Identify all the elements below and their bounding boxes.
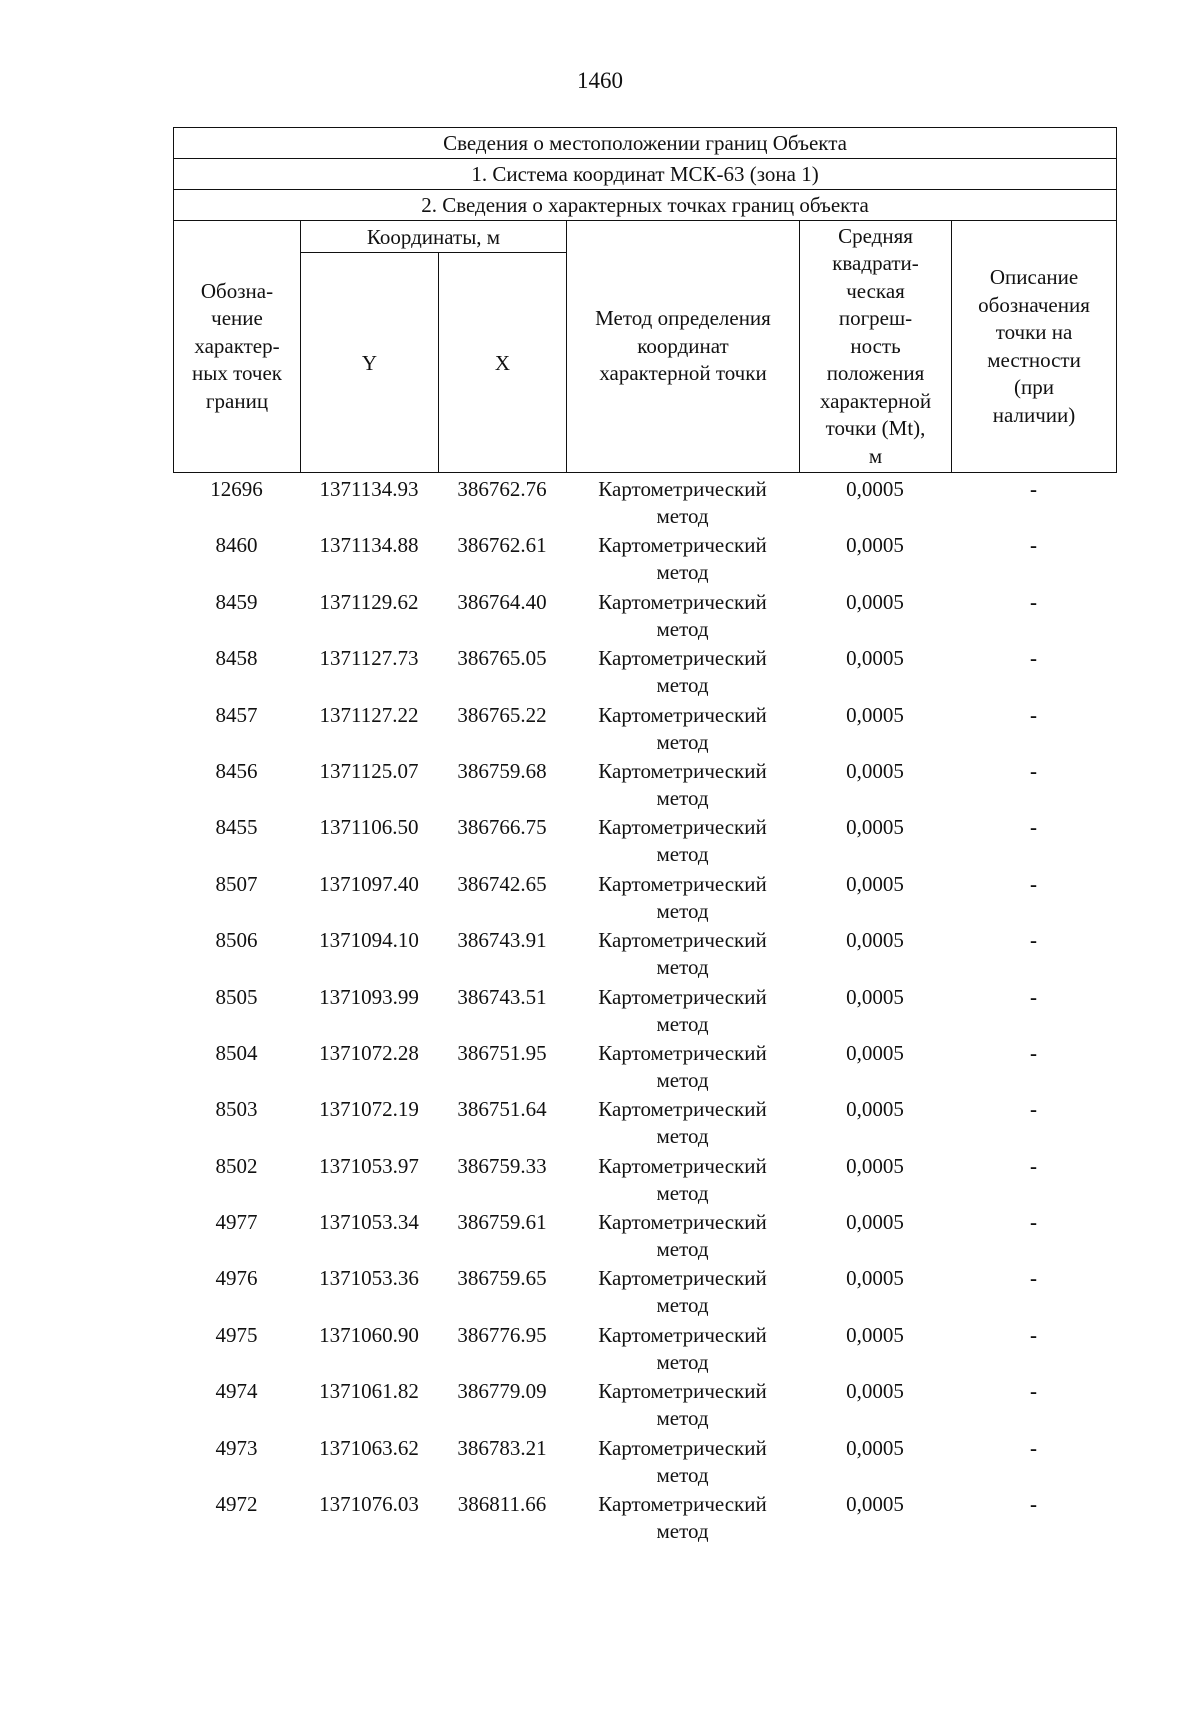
description: - (1030, 1322, 1037, 1347)
coord-y: 1371053.36 (319, 1266, 419, 1291)
point-id: 8458 (215, 646, 258, 671)
point-id: 8455 (215, 815, 258, 840)
coord-x: 386743.91 (457, 928, 547, 953)
table-row (173, 645, 1116, 701)
table-row (173, 1265, 1116, 1321)
mean-error: 0,0005 (846, 533, 904, 558)
description: - (1030, 533, 1037, 558)
table-row (173, 702, 1116, 758)
coord-x: 386751.64 (457, 1097, 547, 1122)
table-title: Сведения о местоположении границ Объекта (174, 128, 1117, 159)
coord-x: 386762.61 (457, 533, 547, 558)
table-row (173, 532, 1116, 588)
coord-y: 1371097.40 (319, 871, 419, 896)
point-id: 8456 (215, 758, 258, 783)
coordinates-table-header (173, 127, 1117, 473)
method: Картометрический метод (598, 646, 767, 698)
coord-x: 386742.65 (457, 871, 547, 896)
mean-error: 0,0005 (846, 1266, 904, 1291)
point-id: 8502 (215, 1153, 258, 1178)
point-id: 4974 (215, 1379, 258, 1404)
coord-x: 386764.40 (457, 589, 547, 614)
coordinates-table-body (173, 476, 1116, 1547)
method: Картометрический метод (598, 1435, 767, 1487)
method: Картометрический метод (598, 1040, 767, 1092)
description: - (1030, 702, 1037, 727)
table-row (173, 1040, 1116, 1096)
point-id: 8507 (215, 871, 258, 896)
method: Картометрический метод (598, 533, 767, 585)
mean-error: 0,0005 (846, 815, 904, 840)
coord-x: 386776.95 (457, 1322, 547, 1347)
coord-y: 1371127.73 (319, 646, 419, 671)
description: - (1030, 589, 1037, 614)
table-row (173, 1153, 1116, 1209)
method: Картометрический метод (598, 1210, 767, 1262)
method: Картометрический метод (598, 1379, 767, 1431)
point-id: 4972 (215, 1492, 258, 1517)
table-row (173, 1491, 1116, 1547)
table-row (173, 1322, 1116, 1378)
point-id: 4977 (215, 1210, 258, 1235)
header-x: X (439, 253, 567, 473)
mean-error: 0,0005 (846, 477, 904, 501)
description: - (1030, 477, 1037, 501)
description: - (1030, 758, 1037, 783)
coord-x: 386751.95 (457, 1040, 547, 1065)
table-row (173, 1435, 1116, 1491)
description: - (1030, 1153, 1037, 1178)
coord-y: 1371106.50 (319, 815, 419, 840)
method: Картометрический метод (598, 928, 767, 980)
coord-y: 1371053.34 (319, 1210, 419, 1235)
table-row (173, 589, 1116, 645)
header-y: Y (301, 253, 439, 473)
point-id: 4973 (215, 1435, 258, 1460)
table-row (173, 476, 1116, 532)
description: - (1030, 1435, 1037, 1460)
coord-y: 1371061.82 (319, 1379, 419, 1404)
point-id: 4976 (215, 1266, 258, 1291)
mean-error: 0,0005 (846, 984, 904, 1009)
point-id: 8506 (215, 928, 258, 953)
method: Картометрический метод (598, 758, 767, 810)
table-row (173, 1209, 1116, 1265)
coord-y: 1371127.22 (319, 702, 419, 727)
mean-error: 0,0005 (846, 702, 904, 727)
mean-error: 0,0005 (846, 928, 904, 953)
description: - (1030, 1379, 1037, 1404)
table-row (173, 758, 1116, 814)
coord-y: 1371134.88 (319, 533, 419, 558)
point-id: 8504 (215, 1040, 258, 1065)
method: Картометрический метод (598, 815, 767, 867)
coord-x: 386743.51 (457, 984, 547, 1009)
page-number: 1460 (577, 68, 623, 93)
coord-y: 1371093.99 (319, 984, 419, 1009)
point-id: 4975 (215, 1322, 258, 1347)
mean-error: 0,0005 (846, 1492, 904, 1517)
point-id: 12696 (210, 477, 263, 501)
description: - (1030, 1266, 1037, 1291)
header-description: Описание обозначения точки на местности (при наличии) (952, 221, 1117, 473)
method: Картометрический метод (598, 984, 767, 1036)
coord-x: 386759.61 (457, 1210, 547, 1235)
coord-x: 386759.65 (457, 1266, 547, 1291)
description: - (1030, 984, 1037, 1009)
method: Картометрический метод (598, 477, 767, 528)
coord-x: 386759.33 (457, 1153, 547, 1178)
method: Картометрический метод (598, 589, 767, 641)
header-error: Средняя квадрати- ческая погреш- ность положения характерной точки (Mt), м (800, 221, 952, 473)
method: Картометрический метод (598, 1097, 767, 1149)
coord-y: 1371125.07 (319, 758, 419, 783)
mean-error: 0,0005 (846, 1210, 904, 1235)
coord-y: 1371129.62 (319, 589, 419, 614)
point-id: 8503 (215, 1097, 258, 1122)
coord-y: 1371076.03 (319, 1492, 419, 1517)
mean-error: 0,0005 (846, 758, 904, 783)
point-id: 8457 (215, 702, 258, 727)
method: Картометрический метод (598, 871, 767, 923)
description: - (1030, 1492, 1037, 1517)
coord-x: 386811.66 (457, 1492, 547, 1517)
table-row (173, 1096, 1116, 1152)
coord-x: 386779.09 (457, 1379, 547, 1404)
description: - (1030, 1097, 1037, 1122)
mean-error: 0,0005 (846, 1435, 904, 1460)
table-row (173, 1378, 1116, 1434)
mean-error: 0,0005 (846, 646, 904, 671)
coord-y: 1371053.97 (319, 1153, 419, 1178)
method: Картометрический метод (598, 1153, 767, 1205)
section-title: 2. Сведения о характерных точках границ объекта (174, 190, 1117, 221)
coord-y: 1371060.90 (319, 1322, 419, 1347)
table-row (173, 927, 1116, 983)
mean-error: 0,0005 (846, 1153, 904, 1178)
table-row (173, 984, 1116, 1040)
description: - (1030, 646, 1037, 671)
point-id: 8459 (215, 589, 258, 614)
coord-x: 386765.22 (457, 702, 547, 727)
description: - (1030, 871, 1037, 896)
mean-error: 0,0005 (846, 1379, 904, 1404)
point-id: 8505 (215, 984, 258, 1009)
coord-x: 386762.76 (457, 477, 547, 501)
mean-error: 0,0005 (846, 589, 904, 614)
header-designation: Обозна- чение характер- ных точек границ (174, 221, 301, 473)
coord-y: 1371072.19 (319, 1097, 419, 1122)
table-row (173, 814, 1116, 870)
mean-error: 0,0005 (846, 1097, 904, 1122)
header-method: Метод определения координат характерной точки (567, 221, 800, 473)
mean-error: 0,0005 (846, 1040, 904, 1065)
mean-error: 0,0005 (846, 1322, 904, 1347)
description: - (1030, 928, 1037, 953)
point-id: 8460 (215, 533, 258, 558)
method: Картометрический метод (598, 1266, 767, 1318)
description: - (1030, 815, 1037, 840)
method: Картометрический метод (598, 1492, 767, 1544)
coord-y: 1371094.10 (319, 928, 419, 953)
coord-x: 386759.68 (457, 758, 547, 783)
table-row (173, 871, 1116, 927)
method: Картометрический метод (598, 702, 767, 754)
coordinate-system: 1. Система координат МСК-63 (зона 1) (174, 159, 1117, 190)
coord-y: 1371063.62 (319, 1435, 419, 1460)
header-coordinates: Координаты, м (301, 221, 567, 253)
coord-x: 386766.75 (457, 815, 547, 840)
coord-x: 386765.05 (457, 646, 547, 671)
description: - (1030, 1040, 1037, 1065)
coord-y: 1371134.93 (319, 477, 419, 501)
description: - (1030, 1210, 1037, 1235)
coord-x: 386783.21 (457, 1435, 547, 1460)
method: Картометрический метод (598, 1322, 767, 1374)
mean-error: 0,0005 (846, 871, 904, 896)
coord-y: 1371072.28 (319, 1040, 419, 1065)
